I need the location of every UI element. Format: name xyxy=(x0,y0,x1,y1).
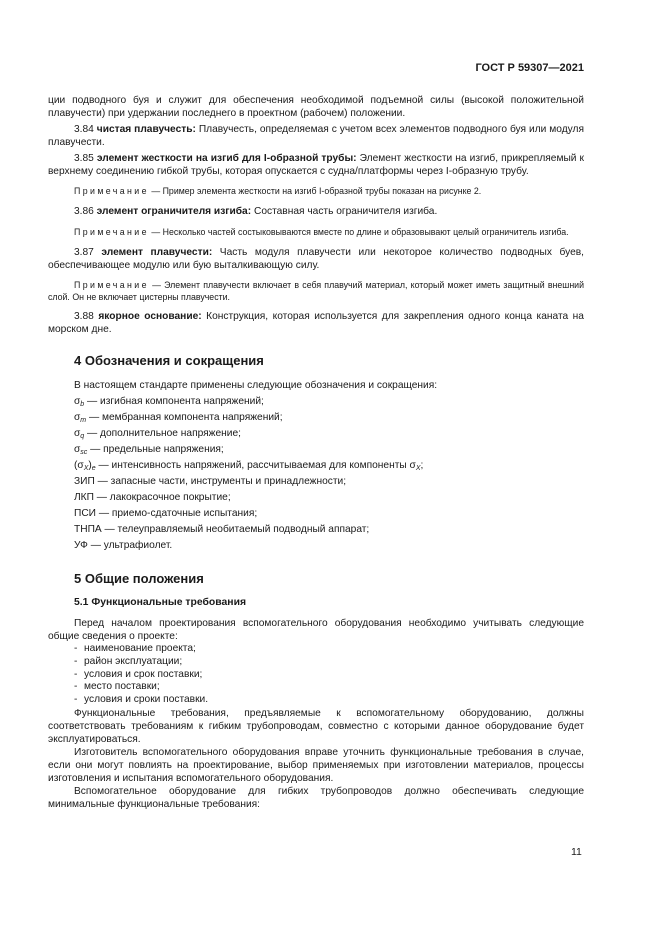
section-5-title: 5 Общие положения xyxy=(74,571,204,586)
list-item: ЛКП — лакокрасочное покрытие; xyxy=(74,492,231,503)
list-item: УФ — ультрафиолет. xyxy=(74,540,173,551)
section-5-paragraph-4: Вспомогательное оборудование для гибких трубопроводов должно обеспечивать следующие минимальные функциональные требования: xyxy=(48,785,584,810)
project-info-list xyxy=(48,643,584,707)
section-4-intro: В настоящем стандарте применены следующие обозначения и сокращения: xyxy=(74,380,438,391)
term-3-84: 3.84 чистая плавучесть: Плавучесть, определяемая с учетом всех элементов подводного буя или модуля плавучести. xyxy=(48,124,584,148)
section-4-title: 4 Обозначения и сокращения xyxy=(74,353,264,368)
term-3-87: 3.87 элемент плавучести: Часть модуля плавучести или некоторое количество подводных буев, обеспечивающее модулю или бую выталкивающую силу. xyxy=(48,247,584,271)
list-item: $\sigma_b$ — изгибная компонента напряжений; xyxy=(74,396,264,408)
term-3-86: 3.86 элемент ограничителя изгиба: Составная часть ограничителя изгиба. xyxy=(74,206,438,217)
list-item: $\sigma_{sc}$ — предельные напряжения; xyxy=(74,444,224,456)
section-5-paragraph-2: Функциональные требования, предъявляемые к вспомогательному оборудованию, должны соответствовать требованиям к гибким трубопроводам, совместно с которыми данное оборудование будет эксплуатироваться. xyxy=(48,707,584,745)
list-item: $\sigma_q$ — дополнительное напряжение; xyxy=(74,428,241,440)
note-2: Примечание — Несколько частей состыковываются вместе по длине и образовывают целый ограничитель изгиба. xyxy=(74,227,569,237)
term-3-88: 3.88 якорное основание: Конструкция, которая используется для закрепления одного конца каната на морском дне. xyxy=(48,311,584,335)
page-number: 11 xyxy=(571,846,582,858)
list-item: $(\sigma_X)_e$ — интенсивность напряжений, рассчитываемая для компоненты $\sigma_X$; xyxy=(74,460,424,472)
document-header: ГОСТ Р 59307—2021 xyxy=(475,62,584,74)
list-item: - наименование проекта; xyxy=(74,643,196,654)
paragraph-continuation: ции подводного буя и служит для обеспечения необходимой подъемной силы (высокой положительной плавучести) при удержании последнего в проектном (рабочем) положении. xyxy=(48,95,584,119)
section-5-paragraph-1: Перед началом проектирования вспомогательного оборудования необходимо учитывать следующие общие сведения о проекте: xyxy=(48,618,584,642)
abbreviation-list xyxy=(48,394,584,554)
page-body xyxy=(48,94,584,811)
subsection-5-1-title: 5.1 Функциональные требования xyxy=(74,597,247,608)
list-item: ПСИ — приемо-сдаточные испытания; xyxy=(74,508,258,519)
list-item: ЗИП — запасные части, инструменты и принадлежности; xyxy=(74,476,347,487)
list-item: - место поставки; xyxy=(74,681,160,693)
list-item: $\sigma_m$ — мембранная компонента напряжений; xyxy=(74,412,283,424)
section-5-paragraph-3: Изготовитель вспомогательного оборудования вправе уточнить функциональные требования в случае, если они могут повлиять на проектирование, выбор применяемых при изготовлении материалов, процессы изготовления и испытания вспомогательного оборудования. xyxy=(48,746,584,784)
term-3-85: 3.85 элемент жесткости на изгиб для I-образной трубы: Элемент жесткости на изгиб, прикрепляемый к верхнему соединению гибкой трубы, которая опускается с судна/платформы через I-образную трубу. xyxy=(48,153,584,177)
list-item: - условия и сроки поставки. xyxy=(74,694,209,706)
list-item: - условия и срок поставки; xyxy=(74,668,203,680)
list-item: ТНПА — телеуправляемый необитаемый подводный аппарат; xyxy=(74,524,370,535)
list-item: - район эксплуатации; xyxy=(74,655,183,667)
note-3: Примечание — Элемент плавучести включает в себя плавучий материал, который может иметь защитный внешний слой. Он не включает цистерны плавучести. xyxy=(48,280,584,302)
note-1: Примечание — Пример элемента жесткости на изгиб I-образной трубы показан на рисунке 2. xyxy=(74,186,482,196)
